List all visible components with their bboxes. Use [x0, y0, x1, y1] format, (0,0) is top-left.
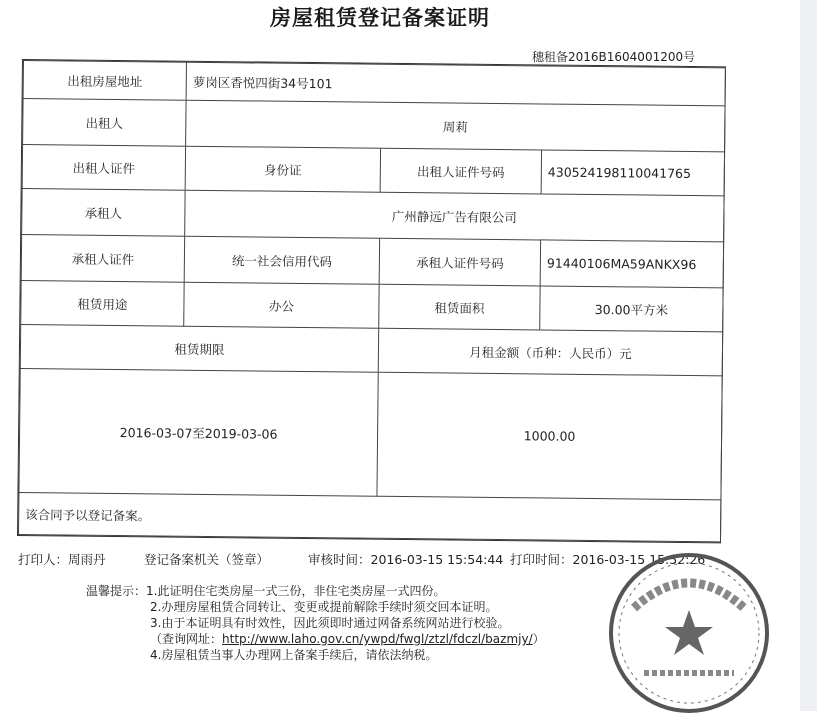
tip-line-4 — [86, 631, 545, 647]
tip-line-5: 4.房屋租赁当事人办理网上备案手续后，请依法纳税。 — [150, 648, 438, 662]
registration-form — [17, 59, 726, 543]
print-time: 打印时间：2016-03-15 15:52:26 — [510, 552, 706, 567]
row-lessee — [22, 189, 724, 242]
address-value: 萝岗区香悦四街34号101 — [186, 62, 725, 106]
remark: 该合同予以登记备案。 — [19, 492, 721, 541]
lessee-id-type-label: 承租人证件 — [21, 235, 184, 283]
row-lessor-id — [22, 145, 724, 196]
row-lessee-id — [21, 235, 723, 288]
row-lessor — [23, 99, 725, 152]
lessee-id-no-label: 承租人证件号码 — [379, 238, 540, 286]
query-url-prefix: （查询网址： — [150, 632, 223, 646]
row-period-rent-header — [20, 325, 722, 376]
lessor-id-no-label: 出租人证件号码 — [380, 148, 541, 194]
row-remark — [19, 492, 721, 541]
tip-line-2: 2.办理房屋租赁合同转让、变更或提前解除手续时须交回本证明。 — [150, 600, 498, 614]
tip-line-1: 温馨提示：1.此证明住宅类房屋一式三份，非住宅类房屋一式四份。 — [86, 584, 446, 598]
lessor-id-type-value: 身份证 — [185, 146, 380, 192]
official-seal-icon — [604, 548, 774, 718]
lessor-label: 出租人 — [23, 99, 186, 147]
record-number: 穗租备2016B1604001200号 — [532, 50, 696, 64]
period-label: 租赁期限 — [20, 325, 378, 373]
rent-value: 1000.00 — [377, 372, 722, 500]
right-edge-strip — [800, 0, 817, 711]
lessee-id-no-value: 91440106MA59ANKX96 — [540, 240, 723, 288]
lessee-value: 广州静远广告有限公司 — [185, 190, 724, 242]
purpose-value: 办公 — [184, 282, 379, 328]
seal-text-arc — [634, 583, 744, 608]
document-title: 房屋租赁登记备案证明 — [270, 6, 490, 30]
tip-line-3: 3.由于本证明具有时效性，因此须即时通过网备系统网站进行校验。 — [150, 616, 510, 630]
address-label: 出租房屋地址 — [23, 61, 186, 101]
seal-star-icon — [665, 610, 713, 655]
lessee-label: 承租人 — [22, 189, 185, 237]
rent-label: 月租金额（币种：人民币）元 — [378, 328, 722, 376]
lessee-id-type-value: 统一社会信用代码 — [184, 236, 379, 284]
audit-time: 审核时间：2016-03-15 15:54:44 — [308, 552, 504, 567]
printer-name: 打印人：周雨丹 — [18, 552, 106, 567]
purpose-label: 租赁用途 — [21, 281, 184, 327]
lessor-id-no-value: 430524198110041765 — [541, 150, 724, 196]
lessor-id-type-label: 出租人证件 — [22, 145, 185, 191]
warm-tips — [86, 583, 545, 663]
lessor-value: 周莉 — [186, 100, 725, 152]
area-label: 租赁面积 — [379, 284, 540, 330]
period-value: 2016-03-07至2019-03-06 — [19, 368, 378, 496]
registration-authority: 登记备案机关（签章） — [144, 552, 270, 567]
row-purpose-area — [21, 281, 723, 332]
row-period-rent-values — [19, 368, 722, 499]
area-value: 30.00平方米 — [540, 286, 723, 332]
query-url-suffix: ） — [532, 632, 545, 646]
query-url-link[interactable]: http://www.laho.gov.cn/ywpd/fwgl/ztzl/fdczl/bazmjy/ — [222, 632, 533, 646]
